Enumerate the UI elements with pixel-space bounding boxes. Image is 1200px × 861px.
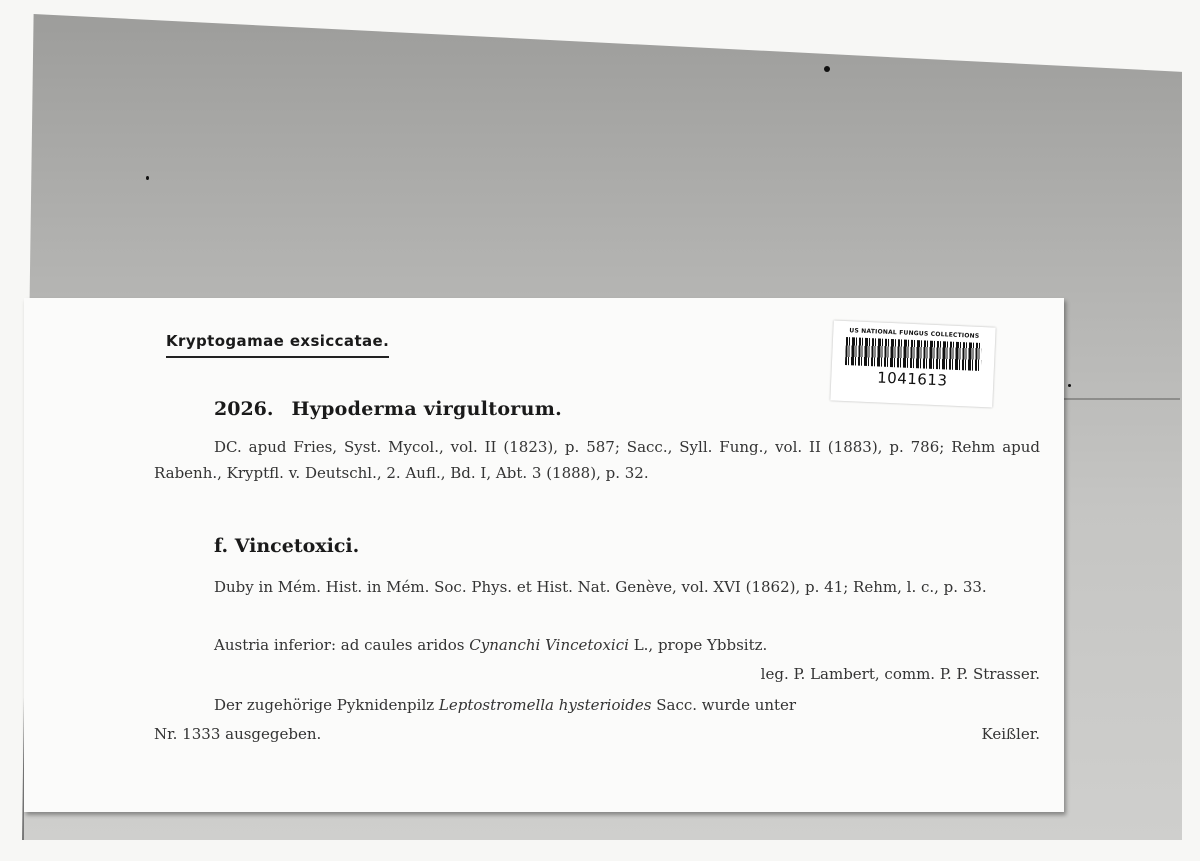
author: Keißler. (981, 725, 1040, 743)
locality-prefix: Austria inferior: ad caules aridos (214, 636, 470, 654)
note-line-1 (214, 696, 1040, 714)
taxon-name: Hypoderma virgultorum. (291, 398, 563, 420)
note-middle: Sacc. wurde unter (651, 696, 797, 714)
specimen-label (24, 298, 1064, 812)
barcode-sticker (830, 321, 995, 408)
references: DC. apud Fries, Syst. Mycol., vol. II (1823), p. 587; Sacc., Syll. Fung., vol. II (1883), p. 786; Rehm apud Rabenh., Kryptfl. v. Deutschl., 2. Aufl., Bd. I, Abt. 3 (1888), p. 32. (154, 438, 1040, 482)
note-line-2: Nr. 1333 ausgegeben. (154, 725, 322, 743)
barcode-number: 1041613 (876, 368, 948, 390)
form-name: f. Vincetoxici. (214, 535, 360, 557)
series-title: Kryptogamae exsiccatae. (166, 332, 389, 358)
locality-suffix: L., prope Ybbsitz. (628, 636, 768, 654)
barcode-header: US NATIONAL FUNGUS COLLECTIONS (849, 327, 980, 340)
collector: leg. P. Lambert, comm. P. P. Strasser. (760, 665, 1040, 683)
entry-number: 2026. (214, 398, 274, 420)
host-name: Cynanchi Vincetoxici (469, 636, 629, 654)
entry-heading (214, 398, 562, 420)
locality (214, 636, 767, 654)
barcode-bars (845, 337, 982, 371)
form-references: Duby in Mém. Hist. in Mém. Soc. Phys. et Hist. Nat. Genève, vol. XVI (1862), p. 41; Rehm, l. c., p. 33. (214, 578, 987, 596)
note-prefix: Der zugehörige Pyknidenpilz (214, 696, 439, 714)
pycnidial-species: Leptostromella hysterioides (438, 696, 652, 714)
